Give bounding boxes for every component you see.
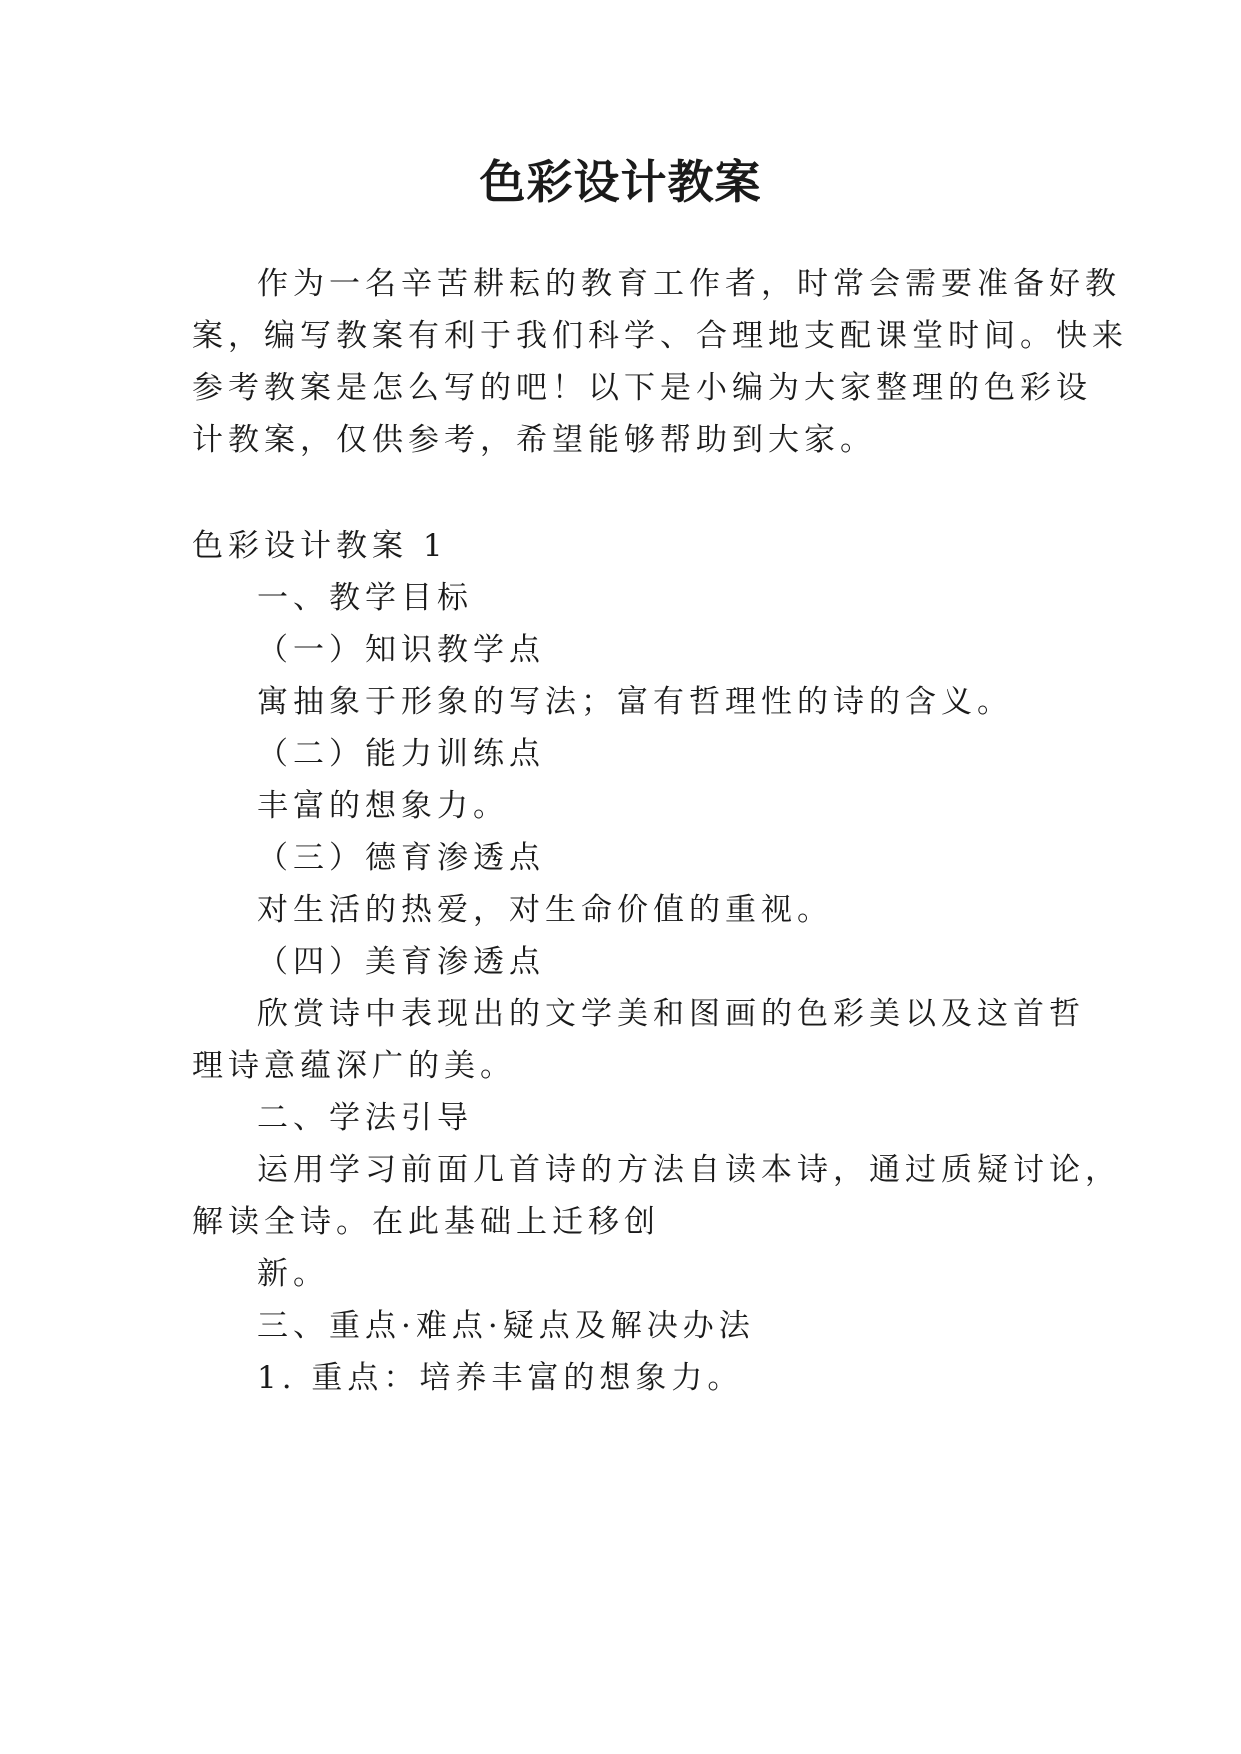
body-line: （三）德育渗透点 <box>257 840 545 876</box>
body-line: 理诗意蕴深广的美。 <box>192 1048 516 1084</box>
section-heading: 色彩设计教案 1 <box>192 528 448 564</box>
body-line: 二、学法引导 <box>257 1100 473 1136</box>
body-line: 一、教学目标 <box>257 580 473 616</box>
body-line: 解读全诗。在此基础上迁移创 <box>192 1204 660 1240</box>
body-line: （一）知识教学点 <box>257 632 545 668</box>
intro-line: 作为一名辛苦耕耘的教育工作者，时常会需要准备好教 <box>257 266 1121 302</box>
body-line: （四）美育渗透点 <box>257 944 545 980</box>
body-line: 欣赏诗中表现出的文学美和图画的色彩美以及这首哲 <box>257 996 1085 1032</box>
body-line: 丰富的想象力。 <box>257 788 509 824</box>
body-line: （二）能力训练点 <box>257 736 545 772</box>
intro-line: 案，编写教案有利于我们科学、合理地支配课堂时间。快来 <box>192 318 1128 354</box>
body-line: 对生活的热爱，对生命价值的重视。 <box>257 892 833 928</box>
intro-line: 计教案，仅供参考，希望能够帮助到大家。 <box>192 422 876 458</box>
body-line: 新。 <box>257 1256 329 1292</box>
body-line: 运用学习前面几首诗的方法自读本诗，通过质疑讨论， <box>257 1152 1121 1188</box>
body-line: 三、重点·难点·疑点及解决办法 <box>257 1308 755 1344</box>
intro-line: 参考教案是怎么写的吧！以下是小编为大家整理的色彩设 <box>192 370 1092 406</box>
body-line: 寓抽象于形象的写法；富有哲理性的诗的含义。 <box>257 684 1013 720</box>
body-line: 1. 重点：培养丰富的想象力。 <box>257 1360 744 1396</box>
document-title: 色彩设计教案 <box>479 155 762 209</box>
